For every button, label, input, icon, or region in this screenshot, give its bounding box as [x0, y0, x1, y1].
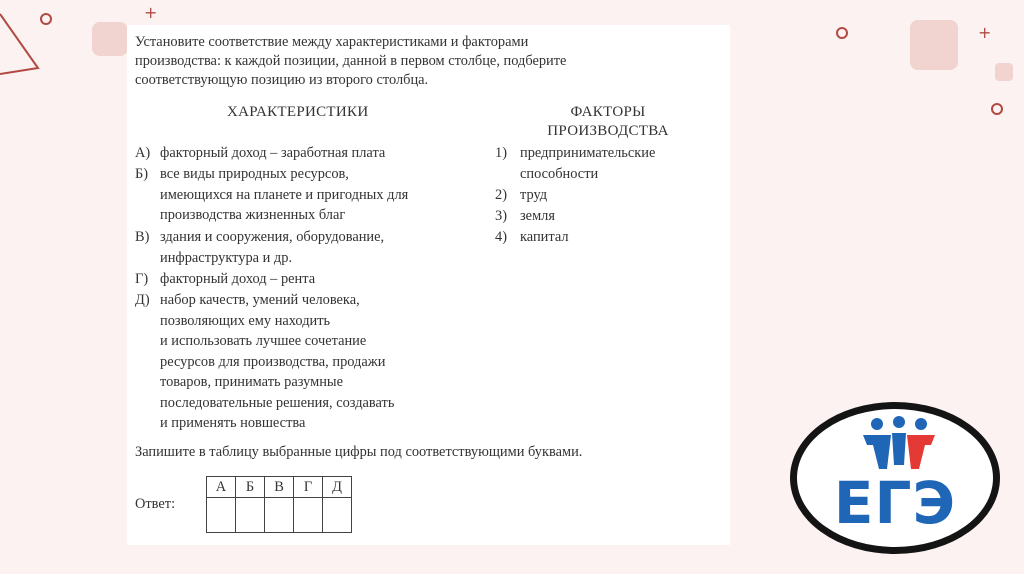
item-text: здания и сооружения, оборудование, [160, 229, 385, 245]
item-text: позволяющих ему находить [160, 312, 331, 329]
characteristic-item [135, 290, 475, 434]
item-text: ресурсов для производства, продажи [160, 353, 386, 370]
factor-item [495, 227, 569, 248]
answer-column-header: А [207, 477, 236, 498]
factor-number: 3) [495, 208, 507, 224]
answer-label: Ответ: [135, 496, 176, 512]
characteristics-heading: ХАРАКТЕРИСТИКИ [227, 104, 369, 120]
item-text: инфраструктура и др. [160, 249, 293, 266]
answer-column-header: В [265, 477, 294, 498]
item-text: товаров, принимать разумные [160, 374, 343, 390]
answer-column-header: Д [323, 477, 352, 498]
plus-decoration-right: + [978, 23, 992, 42]
item-text: факторный доход – заработная плата [160, 145, 386, 161]
characteristic-item [135, 227, 475, 268]
ring-decoration-right-top [836, 27, 848, 39]
item-letter: Б) [135, 166, 149, 182]
ring-decoration-right-bottom [991, 103, 1003, 115]
small-square-decoration-right [995, 63, 1013, 81]
factor-text: труд [520, 187, 548, 203]
factor-number: 2) [495, 187, 507, 203]
instruction-line: соответствующую позицию из второго столбца. [135, 72, 429, 88]
answer-column-header: Г [294, 477, 323, 498]
item-text: последовательные решения, создавать [160, 394, 395, 411]
task-instructions [135, 33, 725, 90]
characteristic-item [135, 164, 475, 226]
square-decoration-left [92, 22, 128, 56]
item-letter: А) [135, 145, 151, 161]
ege-logo-text: ЕГЭ [833, 469, 957, 537]
answer-cell[interactable] [265, 498, 294, 533]
task-sheet [127, 25, 730, 545]
answer-cell[interactable] [236, 498, 265, 533]
item-text: и использовать лучшее сочетание [160, 333, 367, 349]
item-text: факторный доход – рента [160, 271, 316, 287]
factor-item [495, 206, 555, 227]
factor-text: земля [520, 208, 555, 224]
answer-cell[interactable] [294, 498, 323, 533]
answer-cell[interactable] [323, 498, 352, 533]
factor-number: 1) [495, 145, 507, 161]
item-letter: В) [135, 229, 150, 245]
item-text: и применять новшества [160, 415, 306, 431]
factor-item [495, 185, 547, 206]
answer-column-header: Б [236, 477, 265, 498]
factor-number: 4) [495, 229, 507, 245]
answer-instructions: Запишите в таблицу выбранные цифры под соответствующими буквами. [135, 444, 583, 460]
characteristic-item [135, 143, 475, 164]
instruction-line: производства: к каждой позиции, данной в первом столбце, подберите [135, 53, 567, 69]
factor-item [495, 143, 655, 184]
answer-cell[interactable] [207, 498, 236, 533]
factors-heading-line: ПРОИЗВОДСТВА [547, 123, 669, 139]
factors-heading [523, 103, 693, 141]
instruction-line: Установите соответствие между характеристиками и факторами [135, 34, 529, 50]
item-text: имеющихся на планете и пригодных для [160, 186, 409, 203]
square-decoration-right [910, 20, 958, 70]
plus-decoration-left: + [144, 3, 158, 22]
item-text: производства жизненных благ [160, 207, 346, 223]
answer-table [206, 476, 352, 533]
ring-decoration-left [40, 13, 52, 25]
factors-heading-line: ФАКТОРЫ [570, 104, 646, 120]
factor-text: капитал [520, 229, 569, 245]
characteristic-item [135, 269, 475, 290]
item-text: набор качеств, умений человека, [160, 292, 360, 308]
factor-text: способности [520, 165, 599, 182]
item-text: все виды природных ресурсов, [160, 166, 349, 182]
item-letter: Д) [135, 292, 150, 308]
item-letter: Г) [135, 271, 149, 287]
factor-text: предпринимательские [520, 145, 656, 161]
ege-figures-icon [859, 415, 939, 473]
ege-logo [790, 402, 1000, 554]
